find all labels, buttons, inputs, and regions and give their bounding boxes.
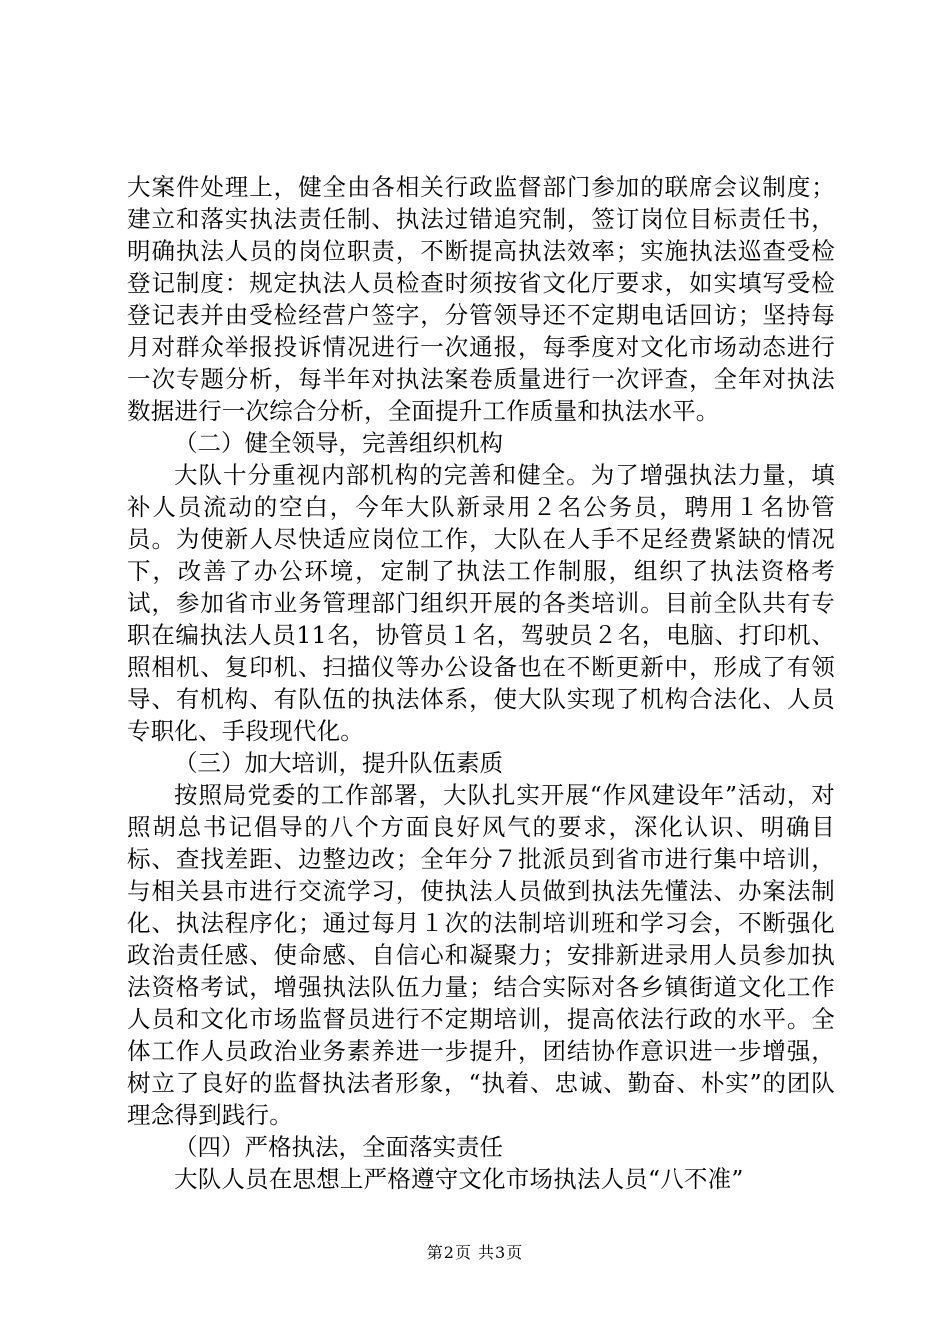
paragraph-organization: 大队十分重视内部机构的完善和健全。为了增强执法力量，填补人员流动的空白，今年大队新录用２名公务员，聘用１名协管员。为使新人尽快适应岗位工作，大队在人手不足经费紧缺的情况下，改善了办公环境，定制了执法工作制服，组织了执法资格考试，参加省市业务管理部门组织开展的各类培训。目前全队共有专职在编执法人员11名，协管员１名，驾驶员２名，电脑、打印机、照相机、复印机、扫描仪等办公设备也在不断更新中，形成了有领导、有机构、有队伍的执法体系，使大队实现了机构合法化、人员专职化、手段现代化。: [127, 461, 835, 745]
document-body: [127, 171, 835, 1195]
section-heading-3: （三）加大培训，提升队伍素质: [174, 749, 503, 777]
paragraph-continuation: 大案件处理上，健全由各相关行政监督部门参加的联席会议制度；建立和落实执法责任制、执法过错追究制，签订岗位目标责任书，明确执法人员的岗位职责，不断提高执法效率；实施执法巡查受检登记制度：规定执法人员检查时须按省文化厅要求，如实填写受检登记表并由受检经营户签字，分管领导还不定期电话回访；坚持每月对群众举报投诉情况进行一次通报，每季度对文化市场动态进行一次专题分析，每半年对执法案卷质量进行一次评查，全年对执法数据进行一次综合分析，全面提升工作质量和执法水平。: [127, 173, 835, 425]
paragraph-training: 按照局党委的工作部署，大队扎实开展“作风建设年”活动，对照胡总书记倡导的八个方面良好风气的要求，深化认识、明确目标、查找差距、边整边改；全年分７批派员到省市进行集中培训，与相关县市进行交流学习，使执法人员做到执法先懂法、办案法制化、执法程序化；通过每月１次的法制培训班和学习会，不断强化政治责任感、使命感、自信心和凝聚力；安排新进录用人员参加执法资格考试，增强执法队伍力量；结合实际对各乡镇街道文化工作人员和文化市场监督员进行不定期培训，提高依法行政的水平。全体工作人员政治业务素养进一步提升，团结协作意识进一步增强，树立了良好的监督执法者形象，“执着、忠诚、勤奋、朴实”的团队理念得到践行。: [127, 781, 835, 1129]
section-heading-4: （四）严格执法，全面落实责任: [174, 1133, 503, 1161]
paragraph-enforcement: 大队人员在思想上严格遵守文化市场执法人员“八不准”: [174, 1165, 744, 1193]
page-footer: 第2页 共3页: [426, 1243, 524, 1262]
section-heading-2: （二）健全领导，完善组织机构: [174, 429, 503, 457]
